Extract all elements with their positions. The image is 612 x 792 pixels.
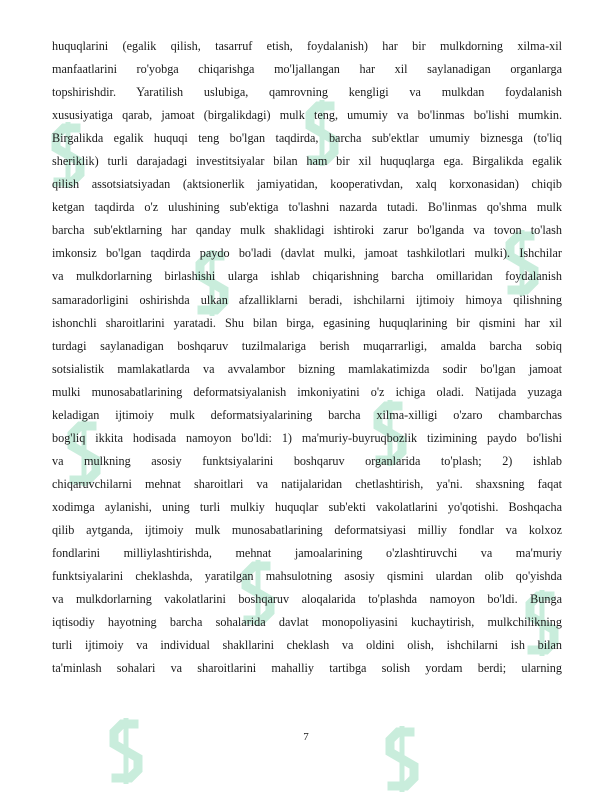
text-line: huquqlarini (egalik qilish, tasarruf etish, foydalanish) har bir mulkdorning xilma-xil [52, 39, 562, 53]
text-line: sheriklik) turli darajadagi investitsiyalar bilan ham bir xil huquqlarga ega. Birgalikda egalik [52, 154, 562, 169]
text-line: keladigan ijtimoiy mulk deformatsiyalarining barcha xilma-xilligi o'zaro chambarchas [52, 407, 562, 422]
text-line: topshirishdir. Yaratilish uslubiga, qamrovning kengligi va mulkdan foydalanish [52, 85, 562, 100]
text-line: manfaatlarini ro'yobga chiqarishga mo'ljallangan har xil saylanadigan organlarga [52, 62, 562, 77]
text-line: chiqaruvchilarni mehnat sharoitlari va natijalaridan chetlashtirish, ya'ni. shaxsning faqat [52, 476, 562, 491]
text-line: va mulkdorlarning birlashishi ularga ishlab chiqarishning barcha omillaridan foydalanish [52, 269, 562, 284]
text-line: qilib aytganda, ijtimoiy mulk munosabatlarining deformatsiyasi milliy fondlar va kolxoz [52, 522, 562, 537]
text-line: ketgan taqdirda o'z ulushining sub'ektiga to'lashni nazarda tutadi. Bo'linmas qo'shma mulk [52, 200, 562, 215]
text-line: iqtisodiy hayotning barcha sohalarida davlat monopoliyasini kuchaytirish, mulkchilikning [52, 615, 562, 630]
text-line: ta'minlash sohalari va sharoitlarini mahalliy tartibga solish yordam berdi; ularning [52, 661, 562, 676]
text-line: samaradorligini oshirishda ulkan afzalliklarni beradi, ishchilarni ijtimoiy himoya qilishning [52, 292, 562, 307]
text-line: imkonsiz bo'lgan taqdirda paydo bo'ladi (davlat mulki, jamoat tashkilotlari mulki). Ishchilar [52, 246, 562, 261]
text-line: qilish assotsiatsiyadan (aktsionerlik jamiyatidan, kooperativdan, xalq korxonasidan) chiqib [52, 177, 562, 192]
text-line: va mulkdorlarning vakolatlarini boshqaruv aloqalarida to'plashda namoyon bo'ldi. Bunga [52, 592, 562, 607]
page-number: 7 [303, 731, 309, 743]
text-line: bog'liq ikkita hodisada namoyon bo'ldi: 1) ma'muriy-buyruqbozlik tizimining paydo bo'lishi [52, 430, 562, 445]
text-line: ishonchli sharoitlarini yaratadi. Shu bilan birga, egasining huquqlarining bir qismini har xil [52, 315, 562, 330]
text-line: funktsiyalarini cheklashda, yaratilgan mahsulotning asosiy qismini ulardan olib qo'yishda [52, 569, 562, 584]
text-line: Birgalikda egalik huquqi teng bo'lgan taqdirda, barcha sub'ektlar umumiy biznesga (to'liq [52, 131, 562, 146]
text-line: barcha sub'ektlarning har qanday mulk shaklidagi ishtiroki zarur bo'lganda va tovon to'lash [52, 223, 562, 238]
text-line: fondlarini milliylashtirishda, mehnat jamoalarining o'zlashtiruvchi va ma'muriy [52, 546, 562, 561]
text-line: xususiyatiga qarab, jamoat (birgalikdagi) mulk teng, umumiy va bo'linmas bo'lishi mumkin. [52, 108, 562, 123]
text-line: xodimga aylanishi, uning turli mulkiy huquqlar sub'ekti vakolatlarini yo'qotishi. Boshqacha [52, 499, 562, 514]
text-line: mulki munosabatlarining deformatsiyalanish imkoniyatini o'z ichiga oladi. Natijada yuzaga [52, 384, 562, 399]
text-line: sotsialistik mamlakatlarda va avvalambor bizning mamlakatimizda sodir bo'lgan jamoat [52, 361, 562, 376]
body-paragraph [52, 35, 562, 680]
text-line: va mulkning asosiy funktsiyalarini boshqaruv organlarida to'plash; 2) ishlab [52, 453, 562, 468]
text-line: turdagi saylanadigan boshqaruv tuzilmalariga berish muqarrarligi, amalda barcha sobiq [52, 338, 562, 353]
text-line: turli ijtimoiy va individual shakllarini cheklash va oldini olish, ishchilarni ish bilan [52, 638, 562, 653]
dollar-sign-icon [104, 718, 150, 784]
